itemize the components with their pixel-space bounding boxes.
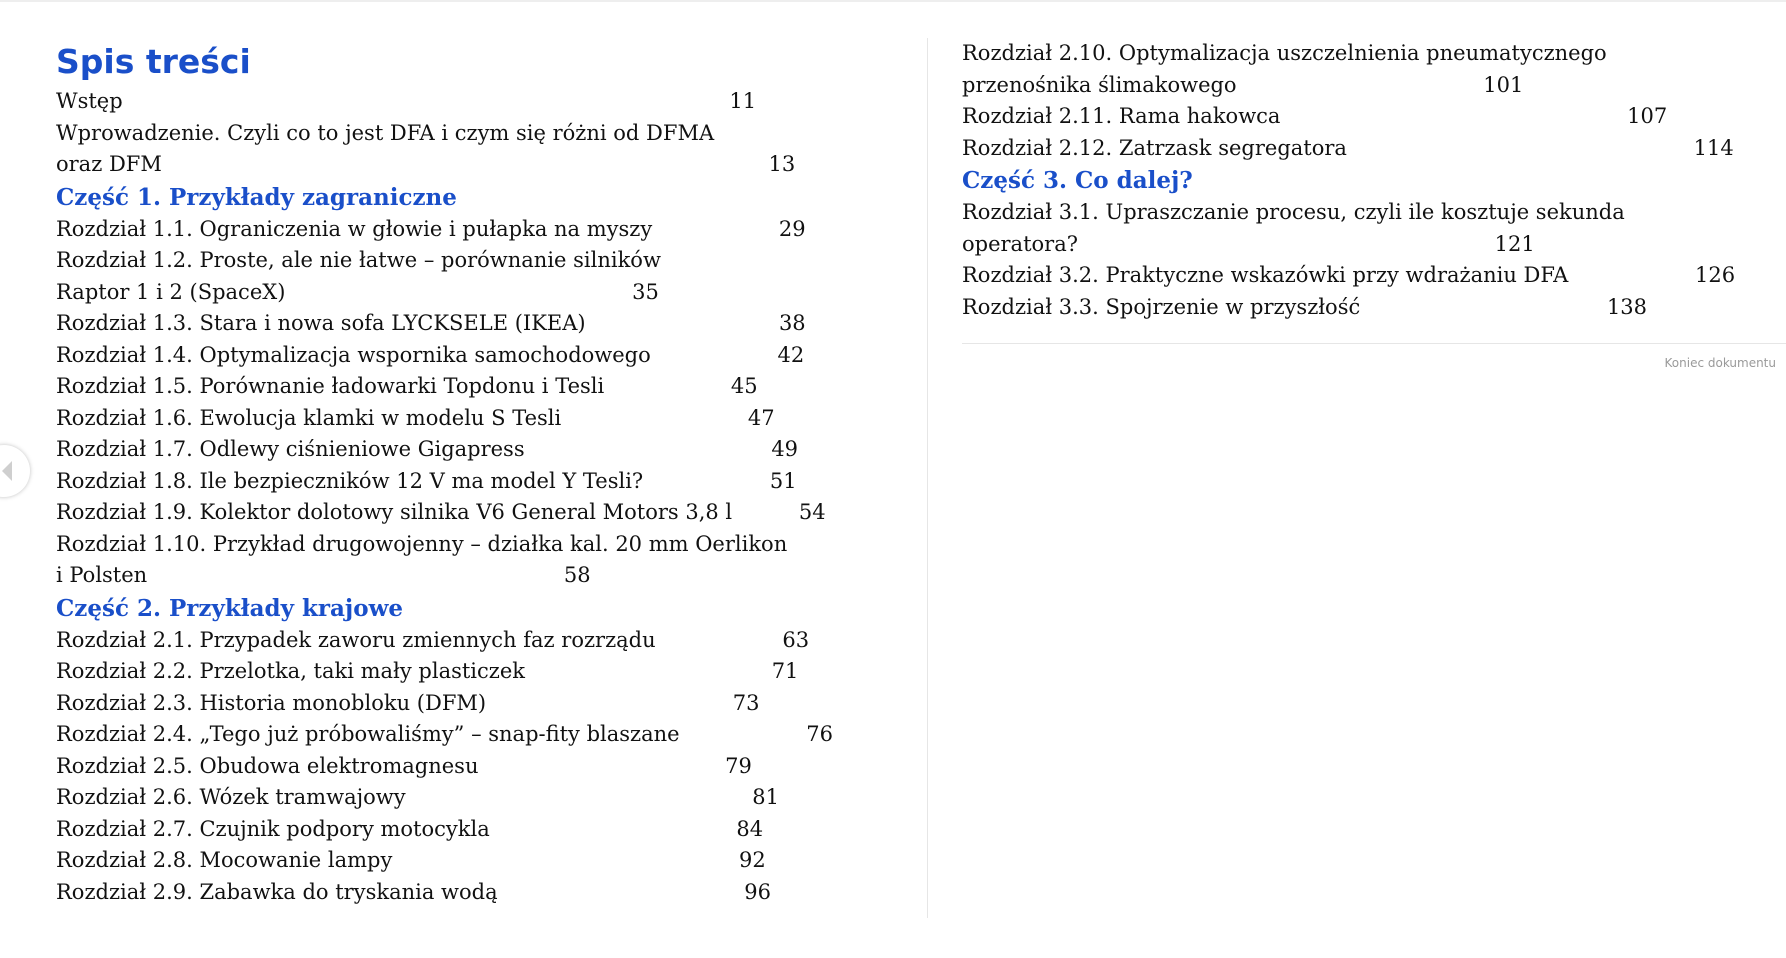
- toc-entry-title-cont: operatora?: [962, 231, 1078, 256]
- dot-leader: [406, 789, 746, 804]
- toc-entry-page: 101: [1483, 72, 1524, 97]
- toc-entry-title: Rozdział 1.6. Ewolucja klamki w modelu S Tesli: [56, 405, 562, 430]
- chevron-left-icon: [0, 459, 14, 483]
- toc-entry-page: 79: [725, 753, 752, 778]
- dot-leader: [392, 852, 732, 867]
- part-heading[interactable]: Część 3. Co dalej?: [962, 167, 1193, 194]
- dot-leader: [162, 156, 762, 171]
- toc-entry-page: 96: [744, 879, 772, 904]
- toc-entry-title: Rozdział 2.10. Optymalizacja uszczelnienia pneumatycznego: [962, 41, 1607, 65]
- toc-entry-title: Rozdział 2.1. Przypadek zaworu zmiennych faz rozrządu: [56, 627, 656, 652]
- toc-entry-title: Rozdział 2.5. Obudowa elektromagnesu: [56, 753, 479, 778]
- toc-entry-title: Rozdział 2.7. Czujnik podpory motocykla: [56, 816, 490, 841]
- toc-entry-page: 58: [563, 563, 591, 587]
- toc-entry-page: 38: [778, 311, 806, 335]
- toc-entry-page: 54: [798, 500, 826, 524]
- toc-entry-page: 76: [806, 722, 834, 746]
- toc-entry-page: 11: [729, 89, 757, 113]
- toc-entry[interactable]: [56, 118, 876, 181]
- toc-entry-title: Rozdział 3.3. Spojrzenie w przyszłość: [962, 294, 1361, 319]
- toc-entry-page: 45: [730, 374, 758, 398]
- toc-entry-title: Rozdział 3.1. Upraszczanie procesu, czyli ile kosztuje sekunda: [962, 200, 1625, 224]
- toc-entry[interactable]: [962, 38, 1762, 101]
- toc-entry[interactable]: [56, 214, 876, 246]
- toc-entry-title-cont: i Polsten: [56, 563, 148, 587]
- dot-leader: [285, 283, 625, 298]
- toc-right-column: [962, 38, 1762, 323]
- dot-leader: [123, 93, 723, 108]
- column-divider: [927, 38, 928, 918]
- dot-leader: [478, 757, 718, 772]
- end-of-document-rule: [962, 343, 1786, 344]
- toc-entry-title: Rozdział 1.2. Proste, ale nie łatwe – porównanie silników: [56, 248, 661, 272]
- toc-entry-title-cont: oraz DFM: [56, 152, 162, 176]
- dot-leader: [561, 409, 741, 424]
- dot-leader: [680, 726, 800, 741]
- toc-entry-title: Rozdział 1.10. Przykład drugowojenny – działka kal. 20 mm Oerlikon: [56, 531, 788, 556]
- toc-entry-page: 121: [1494, 231, 1535, 256]
- toc-entry-page: 13: [768, 152, 796, 176]
- toc-entry-title: Rozdział 2.9. Zabawka do tryskania wodą: [56, 879, 498, 904]
- previous-page-button[interactable]: [0, 445, 30, 497]
- toc-entry-page: 42: [777, 342, 805, 367]
- dot-leader: [604, 378, 724, 393]
- toc-entry[interactable]: [56, 625, 876, 657]
- toc-entry[interactable]: [56, 308, 876, 340]
- toc-entry-title: Rozdział 1.5. Porównanie ładowarki Topdonu i Tesli: [56, 374, 605, 398]
- toc-entry-title: Rozdział 1.1. Ograniczenia w głowie i pułapka na myszy: [56, 216, 653, 241]
- dot-leader: [147, 567, 557, 582]
- toc-entry-title: Rozdział 1.9. Kolektor dolotowy silnika V6 General Motors 3,8 l: [56, 500, 733, 524]
- toc-entry[interactable]: [56, 814, 876, 846]
- toc-entry[interactable]: [962, 260, 1762, 292]
- part-heading[interactable]: Część 2. Przykłady krajowe: [56, 594, 404, 622]
- toc-entry-page: 47: [747, 405, 775, 430]
- toc-entry-page: 71: [771, 659, 799, 683]
- dot-leader: [652, 220, 772, 235]
- toc-entry[interactable]: [56, 529, 876, 592]
- dot-leader: [656, 631, 776, 646]
- dot-leader: [525, 663, 765, 678]
- toc-entry[interactable]: [56, 371, 876, 403]
- dot-leader: [1078, 235, 1488, 250]
- toc-entry-page: 114: [1693, 135, 1734, 160]
- toc-entry-title: Rozdział 2.8. Mocowanie lampy: [56, 848, 393, 872]
- toc-entry-title: Rozdział 2.2. Przelotka, taki mały plasticzek: [56, 659, 525, 683]
- part-heading[interactable]: Część 1. Przykłady zagraniczne: [56, 183, 457, 211]
- toc-entry[interactable]: [56, 656, 876, 688]
- toc-entry-title: Rozdział 1.3. Stara i nowa sofa LYCKSELE (IKEA): [56, 311, 593, 335]
- toc-entry[interactable]: [962, 197, 1762, 260]
- dot-leader: [592, 315, 772, 330]
- toc-entry[interactable]: [56, 751, 876, 783]
- toc-entry-page: 126: [1694, 263, 1736, 287]
- toc-entry-title: Rozdział 2.6. Wózek tramwajowy: [56, 785, 406, 809]
- dot-leader: [525, 441, 765, 456]
- toc-entry[interactable]: [56, 245, 876, 308]
- dot-leader: [498, 883, 738, 898]
- toc-entry-title: Rozdział 1.7. Odlewy ciśnieniowe Gigapress: [56, 437, 525, 461]
- toc-entry-page: 138: [1606, 294, 1648, 319]
- toc-entry[interactable]: [962, 101, 1762, 133]
- dot-leader: [651, 346, 771, 361]
- dot-leader: [732, 504, 792, 519]
- toc-entry-page: 84: [736, 816, 764, 841]
- toc-entry-title: Rozdział 2.3. Historia monobloku (DFM): [56, 690, 487, 715]
- toc-left-column: [56, 38, 876, 908]
- toc-entry-page: 35: [632, 279, 659, 304]
- dot-leader: [1280, 108, 1620, 123]
- toc-entry-title: Rozdział 2.12. Zatrzask segregatora: [962, 135, 1347, 160]
- end-of-document-label: Koniec dokumentu: [1664, 356, 1776, 370]
- toc-entry[interactable]: [56, 340, 876, 372]
- dot-leader: [490, 820, 730, 835]
- toc-entry-page: 49: [771, 437, 799, 461]
- toc-entry[interactable]: [56, 877, 876, 909]
- toc-entry-title-cont: Raptor 1 i 2 (SpaceX): [56, 279, 286, 304]
- toc-entry-title: Rozdział 2.4. „Tego już próbowaliśmy” – snap-fity blaszane: [56, 722, 680, 746]
- dot-leader: [486, 694, 726, 709]
- toc-entry[interactable]: [56, 466, 876, 498]
- toc-entry[interactable]: [56, 497, 876, 529]
- toc-entry[interactable]: [56, 688, 876, 720]
- dot-leader: [1237, 76, 1477, 91]
- toc-entry[interactable]: [962, 133, 1762, 165]
- top-border: [0, 0, 1786, 2]
- toc-title: Spis treści: [56, 42, 251, 81]
- toc-entry[interactable]: [56, 403, 876, 435]
- toc-entry-title: Rozdział 2.11. Rama hakowca: [962, 104, 1281, 128]
- toc-entry[interactable]: [56, 845, 876, 877]
- toc-entry[interactable]: [56, 86, 876, 118]
- toc-entry-title: Rozdział 3.2. Praktyczne wskazówki przy wdrażaniu DFA: [962, 263, 1569, 287]
- toc-entry-page: 81: [752, 785, 780, 809]
- toc-entry[interactable]: [962, 292, 1762, 324]
- toc-entry-page: 73: [732, 690, 760, 715]
- toc-entry-page: 29: [778, 216, 806, 241]
- toc-entry-page: 63: [782, 627, 810, 652]
- dot-leader: [643, 472, 763, 487]
- toc-entry-page: 51: [769, 468, 797, 493]
- dot-leader: [1568, 267, 1688, 282]
- toc-entry[interactable]: [56, 434, 876, 466]
- toc-entry[interactable]: [56, 719, 876, 751]
- toc-entry-page: 107: [1627, 104, 1668, 128]
- toc-entry-title: Rozdział 1.4. Optymalizacja wspornika samochodowego: [56, 342, 651, 367]
- toc-entry-title: Rozdział 1.8. Ile bezpieczników 12 V ma model Y Tesli?: [56, 468, 644, 493]
- dot-leader: [1347, 139, 1687, 154]
- toc-entry-title-cont: przenośnika ślimakowego: [962, 72, 1237, 97]
- toc-entry-title: Wstęp: [56, 89, 123, 113]
- toc-entry[interactable]: [56, 782, 876, 814]
- dot-leader: [1360, 298, 1600, 313]
- toc-entry-title: Wprowadzenie. Czyli co to jest DFA i czym się różni od DFMA: [56, 120, 715, 145]
- toc-entry-page: 92: [739, 848, 766, 872]
